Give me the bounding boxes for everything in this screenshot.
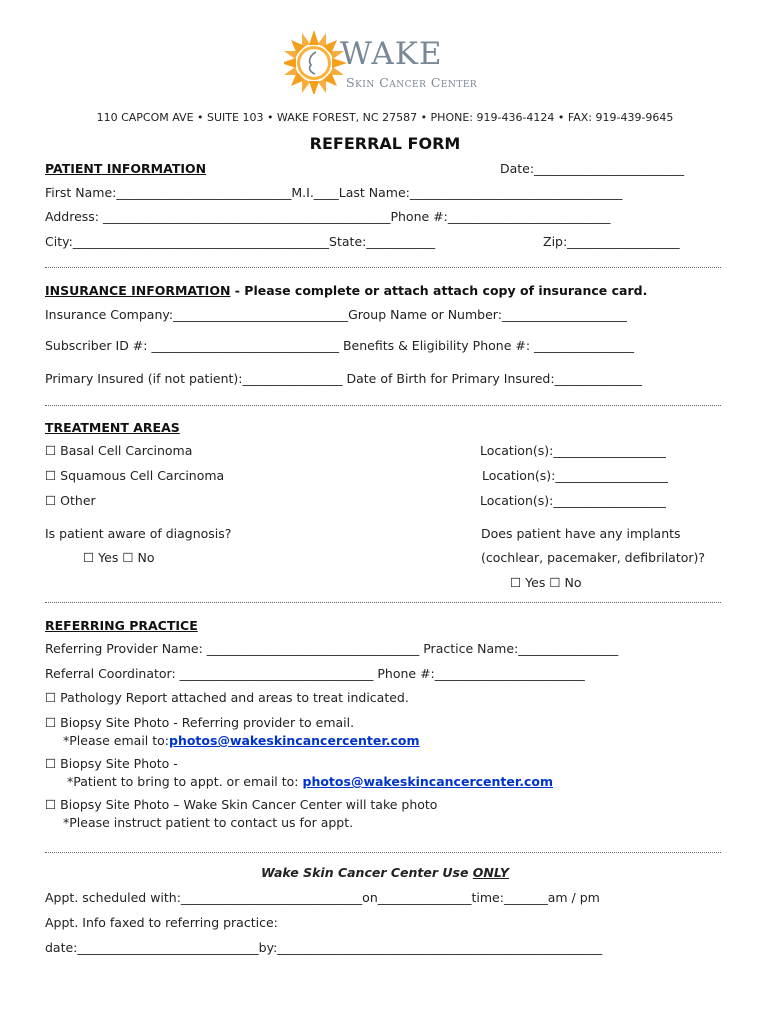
insurance-company-fields[interactable]: Insurance Company:____________________________Group Name or Number:____________________ <box>45 307 627 322</box>
patient-note-text: *Patient to bring to appt. or email to: <box>67 774 303 789</box>
appt-faxed-label: Appt. Info faxed to referring practice: <box>45 915 278 930</box>
name-fields[interactable]: First Name:____________________________M.I.____Last Name:__________________________________ <box>45 185 623 200</box>
section-divider <box>45 405 721 406</box>
subscriber-fields[interactable]: Subscriber ID #: ______________________________ Benefits & Eligibility Phone #: ________________ <box>45 338 635 353</box>
patient-info-heading: PATIENT INFORMATION <box>45 161 207 176</box>
biopsy-patient-checkbox[interactable]: ☐ Biopsy Site Photo - <box>45 756 178 771</box>
email-link[interactable]: photos@wakeskincancercenter.com <box>302 774 554 789</box>
office-use-only: ONLY <box>472 865 509 880</box>
biopsy-center-note: *Please instruct patient to contact us for appt. <box>63 815 354 830</box>
implants-question-detail: (cochlear, pacemaker, defibrilator)? <box>481 550 706 565</box>
treatment-heading: TREATMENT AREAS <box>45 420 180 435</box>
address-phone-fields[interactable]: Address: ______________________________________________Phone #:__________________________ <box>45 209 611 224</box>
insurance-note: - Please complete or attach attach copy of insurance card. <box>230 283 648 298</box>
aware-yes-no-checkboxes[interactable]: ☐ Yes ☐ No <box>83 550 155 565</box>
office-use-heading <box>0 865 770 880</box>
other-location-field[interactable]: Location(s):__________________ <box>480 493 666 508</box>
section-divider <box>45 602 721 603</box>
primary-insured-fields[interactable]: Primary Insured (if not patient):________________ Date of Birth for Primary Insured:______________ <box>45 371 643 386</box>
pathology-checkbox[interactable]: ☐ Pathology Report attached and areas to treat indicated. <box>45 690 409 705</box>
squamous-cell-checkbox[interactable]: ☐ Squamous Cell Carcinoma <box>45 468 225 483</box>
provider-practice-fields[interactable]: Referring Provider Name: __________________________________ Practice Name:________________ <box>45 641 619 656</box>
aware-question: Is patient aware of diagnosis? <box>45 526 232 541</box>
insurance-heading: INSURANCE INFORMATION <box>45 283 231 298</box>
logo-subtitle: Skin Cancer Center <box>346 75 478 90</box>
date-by-fields[interactable]: date:_____________________________by:____________________________________________________ <box>45 940 603 955</box>
basal-location-field[interactable]: Location(s):__________________ <box>480 443 666 458</box>
logo-wordmark: WAKE <box>340 36 443 72</box>
biopsy-email-checkbox[interactable]: ☐ Biopsy Site Photo - Referring provider to email. <box>45 715 355 730</box>
insurance-heading-row <box>45 283 647 298</box>
sun-icon <box>284 28 348 94</box>
other-checkbox[interactable]: ☐ Other <box>45 493 96 508</box>
referring-heading: REFERRING PRACTICE <box>45 618 198 633</box>
section-divider <box>45 267 721 268</box>
biopsy-center-checkbox[interactable]: ☐ Biopsy Site Photo – Wake Skin Cancer Center will take photo <box>45 797 438 812</box>
squamous-location-field[interactable]: Location(s):__________________ <box>482 468 668 483</box>
zip-field[interactable]: Zip:__________________ <box>543 234 680 249</box>
office-use-text: Wake Skin Cancer Center Use <box>261 865 473 880</box>
city-state-fields[interactable]: City:_________________________________________State:___________ <box>45 234 436 249</box>
biopsy-patient-note <box>67 774 553 789</box>
address-line: 110 CAPCOM AVE • SUITE 103 • WAKE FOREST, NC 27587 • PHONE: 919-436-4124 • FAX: 919-439-9645 <box>96 111 674 124</box>
page-title: REFERRAL FORM <box>309 134 461 153</box>
biopsy-email-note <box>63 733 420 748</box>
date-field[interactable]: Date:________________________ <box>500 161 685 176</box>
email-note-text: *Please email to: <box>63 733 169 748</box>
coordinator-phone-fields[interactable]: Referral Coordinator: _______________________________ Phone #:________________________ <box>45 666 585 681</box>
implants-question: Does patient have any implants <box>481 526 681 541</box>
basal-cell-checkbox[interactable]: ☐ Basal Cell Carcinoma <box>45 443 193 458</box>
email-link[interactable]: photos@wakeskincancercenter.com <box>169 733 420 748</box>
appt-scheduled-fields[interactable]: Appt. scheduled with:_____________________________on_______________time:_______am / pm <box>45 890 600 905</box>
section-divider <box>45 852 721 853</box>
logo <box>284 28 514 100</box>
implants-yes-no-checkboxes[interactable]: ☐ Yes ☐ No <box>510 575 582 590</box>
